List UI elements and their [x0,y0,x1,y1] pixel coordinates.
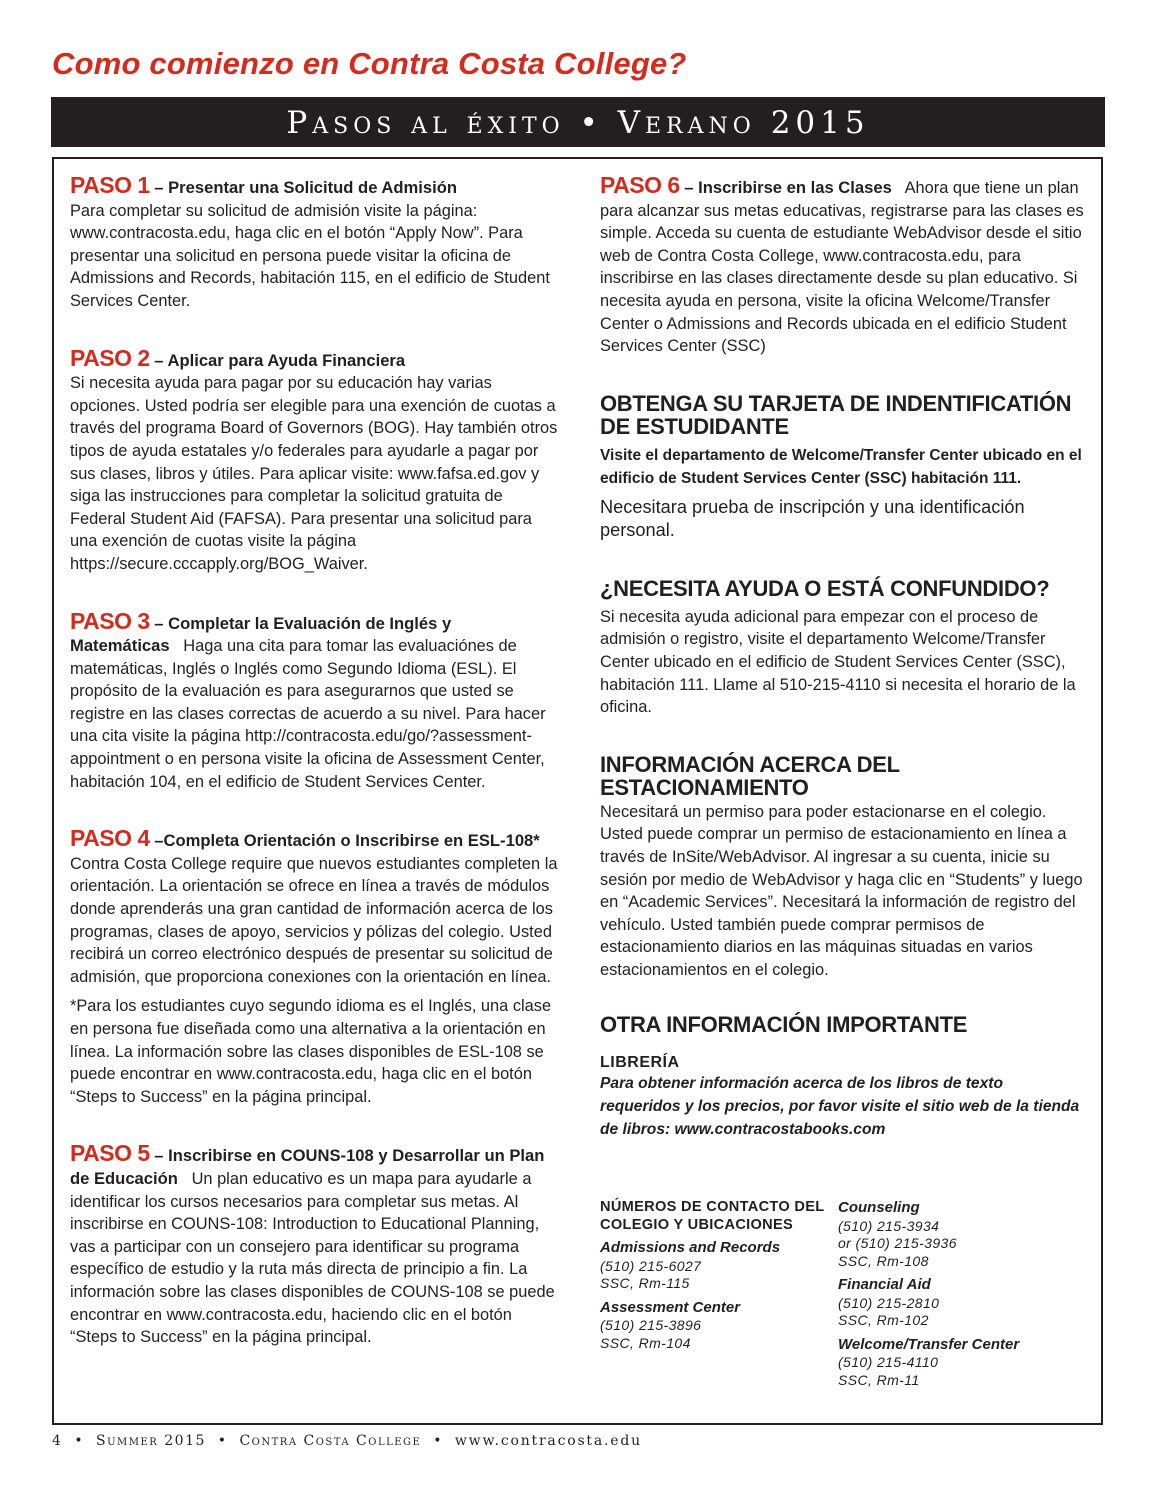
contact-name: Welcome/Transfer Center [838,1335,1020,1353]
step-4 [70,827,560,1108]
left-column [70,174,560,1349]
step-body: Un plan educativo es un mapa para ayudarle a identificar los cursos necesarios para completar sus metas. Al inscribirse en COUNS-108: Introduction to Educational Planning, vas a participar con un consejero para identificar su programa específico de estudio y la ruta más directa de principio a fin. La información sobre las clases disponibles de COUNS-108 se puede encontrar en www.contracosta.edu, haciendo clic en el botón “Steps to Success” en la página principal. [70,1169,555,1347]
contact-column-2 [838,1199,1088,1395]
help-section [600,577,1085,719]
contact-location: SSC, Rm-115 [600,1275,690,1291]
step-title: – Completar la Evaluación de Inglés y Matemáticas [70,613,452,656]
contact-entry [838,1276,1088,1330]
step-body: Para completar su solicitud de admisión visite la página: www.contracosta.edu, haga clic en el botón “Apply Now”. Para presentar una solicitud en persona puede visitar la oficina de Admissions and Records, habitación 115, en el edificio de Student Services Center. [70,201,550,310]
footer-college: Contra Costa College [239,1433,422,1449]
contact-name: Financial Aid [838,1276,931,1293]
step-label: PASO 4 [70,825,150,852]
footer-edition: Summer 2015 [95,1433,206,1449]
step-body: Si necesita ayuda para pagar por su educación hay varias opciones. Usted podría ser elegible para una exención de cuotas a través del programa Board of Governors (BOG). Hay también otros tipos de ayuda estatales y/o federales para ayudarle a pagar por sus clases, libros y útiles. Para aplicar visite: www.fafsa.ed.gov y siga las instrucciones para completar la solicitud gratuita de Federal Student Aid (FAFSA). Para presentar una solicitud para una exención de cuotas visite la página https://secure.cccapply.org/BOG_Waiver. [70,374,558,573]
step-title: –Completa Orientación o Inscribirse en ESL-108* [149,831,540,851]
step-title: – Inscribirse en COUNS-108 y Desarrollar un Plan de Educación [70,1146,545,1188]
contact-name: Admissions and Records [600,1239,781,1256]
page-title: Como comienzo en Contra Costa College? [52,46,687,81]
contact-column-1 [600,1199,825,1358]
page-number: 4 [52,1433,63,1449]
contact-phone-alt: or (510) 215-3936 [838,1235,957,1251]
contact-phone: (510) 215-4110 [838,1354,939,1370]
banner-title: Pasos al éxito • Verano 2015 [51,97,1105,147]
step-1 [70,174,560,313]
id-card-instructions: Visite el departamento de Welcome/Transfer Center ubicado en el edificio de Student Services Center (SSC) habitación 111. [600,446,1082,487]
step-title: – Aplicar para Ayuda Financiera [149,350,406,370]
contact-name: Counseling [838,1199,920,1216]
step-3 [70,607,560,794]
footer-url: www.contracosta.edu [454,1433,642,1449]
step-note: *Para los estudiantes cuyo segundo idioma es el Inglés, una clase en persona fue diseñada como una alternativa a la orientación en línea. La información sobre las clases disponibles de ESL-108 se puede encontrar en www.contracosta.edu, haga clic en el botón “Steps to Success” en la página principal. [70,997,552,1106]
contact-phone: (510) 215-2810 [838,1294,940,1311]
step-body: Ahora que tiene un plan para alcanzar sus metas educativas, registrarse para las clases es simple. Acceda su cuenta de estudiante WebAdvisor desde el sitio web de Contra Costa College, www.contracosta.edu, para inscribirse en las clases directamente desde su plan educativo. Si necesita ayuda en persona, visite la oficina Welcome/Transfer Center o Admissions and Records ubicada en el edificio Student Services Center (SSC) [600,179,1084,356]
id-card-heading: OBTENGA SU TARJETA DE INDENTIFICATIÓN DE ESTUDIDANTE [600,390,1072,439]
step-label: PASO 6 [600,172,680,198]
parking-heading: INFORMACIÓN ACERCA DEL ESTACIONAMIENTO [600,751,900,800]
contact-entry [838,1336,1088,1390]
help-body: Si necesita ayuda adicional para empezar con el proceso de admisión o registro, visite el departamento Welcome/Transfer Center ubicado en el edificio de Student Services Center (SSC), habitación 111. Llame al 510-215-4110 si necesita el horario de la oficina. [600,607,1076,717]
step-6 [600,174,1085,358]
help-heading: ¿NECESITA AYUDA O ESTÁ CONFUNDIDO? [600,575,1050,601]
contact-location: SSC, Rm-11 [838,1371,920,1388]
step-label: PASO 3 [70,607,150,634]
parking-body: Necesitará un permiso para poder estacionarse en el colegio. Usted puede comprar un permiso de estacionamiento en línea a través de InSite/WebAdvisor. Al ingresar a su cuenta, inicie su sesión por medio de WebAdvisor y haga clic en “Students” y luego en “Academic Services”. Necesitará la información de registro del vehículo. Usted también puede comprar permisos de estacionamiento diarios en las máquinas situadas en varios estacionamientos en el colegio. [600,802,1083,979]
step-body: Haga una cita para tomar las evaluaciónes de matemáticas, Inglés o Inglés como Segundo Idioma (ESL). El propósito de la evaluación es para asegurarnos que usted se registre en las clases correctas de acuerdo a su nivel. Para hacer una cita visite la página http://contracosta.edu/go/?assessment-appointment o en persona visite la oficina de Assessment Center, habitación 104, en el edificio de Student Services Center. [70,637,546,791]
contact-phone: (510) 215-3896 [600,1317,702,1333]
parking-section [600,753,1085,982]
contact-heading: NÚMEROS DE CONTACTO DEL COLEGIO Y UBICACIONES [600,1199,825,1233]
step-label: PASO 1 [70,172,150,198]
step-title: – Inscribirse en las Clases [679,178,892,197]
bookstore-heading: LIBRERÍA [600,1054,680,1072]
other-info-heading: OTRA INFORMACIÓN IMPORTANTE [600,1012,968,1038]
step-body: Contra Costa College require que nuevos estudiantes completen la orientación. La orientación se ofrece en línea a través de módulos donde aprenderás una gran cantidad de información acerca de los programas, clases de apoyo, servicios y pólizas del colegio. Usted recibirá un correo electrónico después de presentar su solicitud de admisión, que proporciona conexiones con la orientación en línea. [70,854,558,986]
step-2 [70,344,560,576]
id-card-requirements: Necesitara prueba de inscripción y una identificación personal. [600,496,1025,541]
contact-entry [600,1239,825,1293]
contact-entry [600,1299,825,1353]
id-card-section [600,392,1085,543]
contact-entry [838,1199,1088,1270]
bookstore-body: Para obtener información acerca de los libros de texto requeridos y los precios, por favor visite el sitio web de la tienda de libros: www.contracostabooks.com [600,1075,1080,1139]
other-info-section [600,1013,1085,1141]
right-column [600,174,1085,1141]
contact-location: SSC, Rm-108 [838,1252,929,1269]
step-label: PASO 5 [70,1140,150,1167]
contact-name: Assessment Center [600,1298,741,1316]
contact-phone: (510) 215-6027 [600,1257,702,1274]
contact-location: SSC, Rm-102 [838,1312,929,1328]
step-label: PASO 2 [70,344,150,371]
step-5 [70,1142,560,1348]
page-footer: 4 • Summer 2015 • Contra Costa College • www.contracosta.edu [52,1433,642,1449]
step-title: – Presentar una Solicitud de Admisión [149,178,458,197]
contact-phone: (510) 215-3934 [838,1217,940,1234]
contact-location: SSC, Rm-104 [600,1334,691,1351]
